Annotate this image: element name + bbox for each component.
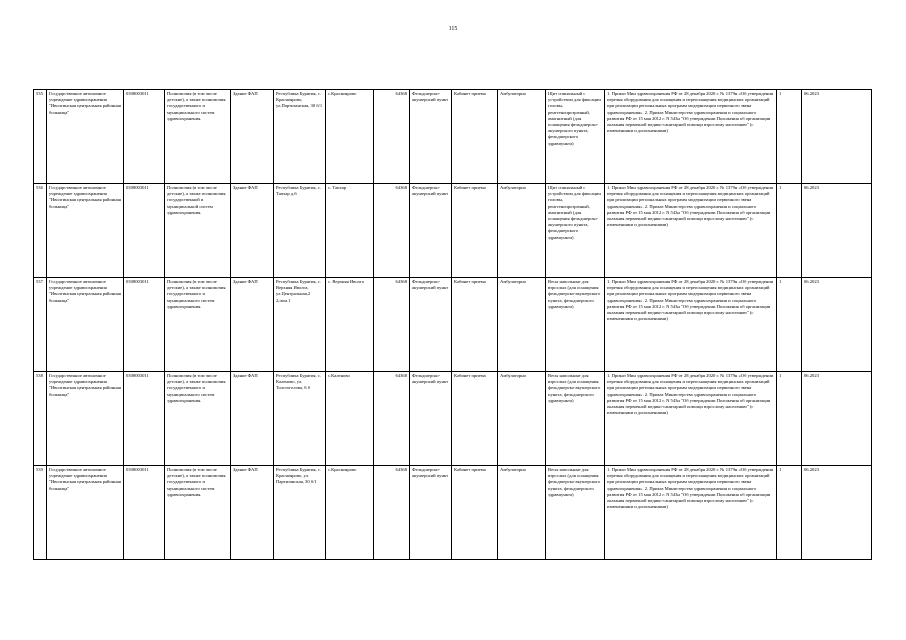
authority-cell: Полномочия (в том числе детские), а также полномочия государственной и муниципальной систем здравоохранения. (165, 184, 231, 278)
row-number: 536 (34, 184, 47, 278)
date-cell: 06.2023 (802, 184, 872, 278)
table-row (34, 372, 872, 466)
unit-type-cell: Фельдшерско-акушерский пункт (410, 90, 452, 184)
row-number: 537 (34, 278, 47, 372)
inn-cell: 0308003011 (124, 90, 165, 184)
basis-cell: 1. Приказ Мин здравоохранения РФ от 28 декабря 2020 г. № 1379н «Об утверждении перечня оборудования для оснащения и переоснащения медицинских организаций при реализации региональных программ модернизации первичного звена здравоохранения». 2. Приказ Министерства здравоохранения и социального развития РФ от 15 мая 2012 г. N 543н "Об утверждении Положения об организации оказания первичной медико-санитарной помощи взрослому населению" (с изменениями и дополнениями) (605, 372, 777, 466)
equipment-cell: Щит спинальный с устройством для фиксации головы, рентгенопрозрачный, амагнитный (для оснащения фельдшерско-акушерского пункта, фельдшерского здравпункта) (546, 184, 605, 278)
date-cell: 06.2023 (802, 278, 872, 372)
date-cell: 06.2023 (802, 372, 872, 466)
address-cell: Республика Бурятия, с. Красноярово, ул. Партизанская, 30 б/1 (274, 466, 326, 560)
locality-cell: с. Тапхар (326, 184, 374, 278)
organization-cell: Государственное автономное учреждение здравоохранения "Иволгинская центральная районная больница" (47, 184, 124, 278)
room-cell: Кабинет приема (452, 184, 498, 278)
inn-cell: 0308003011 (124, 466, 165, 560)
table-row (34, 278, 872, 372)
unit-type-cell: Фельдшерско-акушерский пункт (410, 466, 452, 560)
care-cell: Амбулаторно (498, 278, 546, 372)
code-cell: 64368 (374, 466, 410, 560)
code-cell: 64368 (374, 372, 410, 466)
address-cell: Республика Бурятия, с. Красноярово, ул.Партизанская, 30 б/1 (274, 90, 326, 184)
room-cell: Кабинет приема (452, 90, 498, 184)
row-number: 538 (34, 372, 47, 466)
unit-type-cell: Фельдшерско-акушерский пункт (410, 184, 452, 278)
code-cell: 64368 (374, 90, 410, 184)
address-cell: Республика Бурятия, с. Тапхар д.6 (274, 184, 326, 278)
locality-cell: с. Верхняя Иволга (326, 278, 374, 372)
basis-cell: 1. Приказ Мин здравоохранения РФ от 28 декабря 2020 г. № 1379н «Об утверждении перечня оборудования для оснащения и переоснащения медицинских организаций при реализации региональных программ модернизации первичного звена здравоохранения». 2. Приказ Министерства здравоохранения и социального развития РФ от 15 мая 2012 г. N 543н "Об утверждении Положения об организации оказания первичной медико-санитарной помощи взрослому населению" (с изменениями и дополнениями) (605, 184, 777, 278)
organization-cell: Государственное автономное учреждение здравоохранения "Иволгинская центральная районная больница" (47, 90, 124, 184)
unit-type-cell: Фельдшерско-акушерский пункт (410, 372, 452, 466)
organization-cell: Государственное автономное учреждение здравоохранения "Иволгинская центральная районная больница" (47, 372, 124, 466)
table-row (34, 90, 872, 184)
code-cell: 64368 (374, 184, 410, 278)
authority-cell: Полномочия (в том числе детские), а также полномочия государственного и муниципального систем здравоохранения. (165, 372, 231, 466)
room-cell: Кабинет приема (452, 372, 498, 466)
table-row (34, 466, 872, 560)
inn-cell: 0308003011 (124, 184, 165, 278)
quantity-cell: 1 (777, 278, 802, 372)
date-cell: 06.2023 (802, 466, 872, 560)
table-row (34, 184, 872, 278)
page-number: 115 (448, 26, 458, 32)
care-cell: Амбулаторно (498, 372, 546, 466)
equipment-register-table (33, 89, 872, 560)
building-cell: Здание ФАП (231, 372, 274, 466)
date-cell: 06.2023 (802, 90, 872, 184)
basis-cell: 1. Приказ Мин здравоохранения РФ от 28 декабря 2020 г. № 1379н «Об утверждении перечня оборудования для оснащения и переоснащения медицинских организаций при реализации региональных программ модернизации первичного звена здравоохранения». 2. Приказ Министерства здравоохранения и социального развития РФ от 15 мая 2012 г. N 543н "Об утверждении Положения об организации оказания первичной медико-санитарной помощи взрослому населению" (с изменениями и дополнениями) (605, 90, 777, 184)
building-cell: Здание ФАП (231, 278, 274, 372)
code-cell: 64368 (374, 278, 410, 372)
building-cell: Здание ФАП (231, 184, 274, 278)
organization-cell: Государственное автономное учреждение здравоохранения "Иволгинская центральная районная больница" (47, 466, 124, 560)
equipment-cell: Щит спинальный с устройством для фиксации головы, рентгенопрозрачный, амагнитный (для оснащения фельдшерско-акушерского пункта, фельдшерского здравпункта) (546, 90, 605, 184)
care-cell: Амбулаторно (498, 466, 546, 560)
unit-type-cell: Фельдшерско-акушерский пункт (410, 278, 452, 372)
building-cell: Здание ФАП (231, 90, 274, 184)
quantity-cell: 1 (777, 372, 802, 466)
equipment-cell: Весы напольные для взрослых (для оснащения фельдшерско-акушерского пункта, фельдшерского здравпункта) (546, 466, 605, 560)
address-cell: Республика Бурятия, с. Верхняя Иволга, ул.Центральная,2 2,пом.1 (274, 278, 326, 372)
row-number: 539 (34, 466, 47, 560)
inn-cell: 0308003011 (124, 372, 165, 466)
equipment-cell: Весы напольные для взрослых (для оснащения фельдшерско-акушерского пункта, фельдшерского здравпункта) (546, 278, 605, 372)
quantity-cell: 1 (777, 184, 802, 278)
locality-cell: с.Каленово (326, 372, 374, 466)
authority-cell: Полномочия (в том числе детские), а также полномочия государственного и муниципального систем здравоохранения. (165, 278, 231, 372)
authority-cell: Полномочия (в том числе детские), а также полномочия государственного и муниципального систем здравоохранения. (165, 90, 231, 184)
care-cell: Амбулаторно (498, 90, 546, 184)
organization-cell: Государственное автономное учреждение здравоохранения "Иволгинская центральная районная больница" (47, 278, 124, 372)
basis-cell: 1. Приказ Мин здравоохранения РФ от 28 декабря 2020 г. № 1379н «Об утверждении перечня оборудования для оснащения и переоснащения медицинских организаций при реализации региональных программ модернизации первичного звена здравоохранения». 2. Приказ Министерства здравоохранения и социального развития РФ от 15 мая 2012 г. N 543н "Об утверждении Положения об организации оказания первичной медико-санитарной помощи взрослому населению" (с изменениями и дополнениями) (605, 466, 777, 560)
care-cell: Амбулаторно (498, 184, 546, 278)
authority-cell: Полномочия (в том числе детские), а также полномочия государственного и муниципального систем здравоохранения. (165, 466, 231, 560)
quantity-cell: 1 (777, 90, 802, 184)
locality-cell: с.Красноярово (326, 90, 374, 184)
building-cell: Здание ФАП (231, 466, 274, 560)
address-cell: Республика Бурятия, с. Каленово, ул. Толстоголова, 6 б (274, 372, 326, 466)
quantity-cell: 1 (777, 466, 802, 560)
equipment-cell: Весы напольные для взрослых (для оснащения фельдшерско-акушерского пункта, фельдшерского здравпункта) (546, 372, 605, 466)
basis-cell: 1. Приказ Мин здравоохранения РФ от 28 декабря 2020 г. № 1379н «Об утверждении перечня оборудования для оснащения и переоснащения медицинских организаций при реализации региональных программ модернизации первичного звена здравоохранения». 2. Приказ Министерства здравоохранения и социального развития РФ от 15 мая 2012 г. N 543н "Об утверждении Положения об организации оказания первичной медико-санитарной помощи взрослому населению" (с изменениями и дополнениями) (605, 278, 777, 372)
inn-cell: 0308003011 (124, 278, 165, 372)
room-cell: Кабинет приема (452, 466, 498, 560)
locality-cell: с.Красноярово (326, 466, 374, 560)
room-cell: Кабинет приема (452, 278, 498, 372)
row-number: 535 (34, 90, 47, 184)
